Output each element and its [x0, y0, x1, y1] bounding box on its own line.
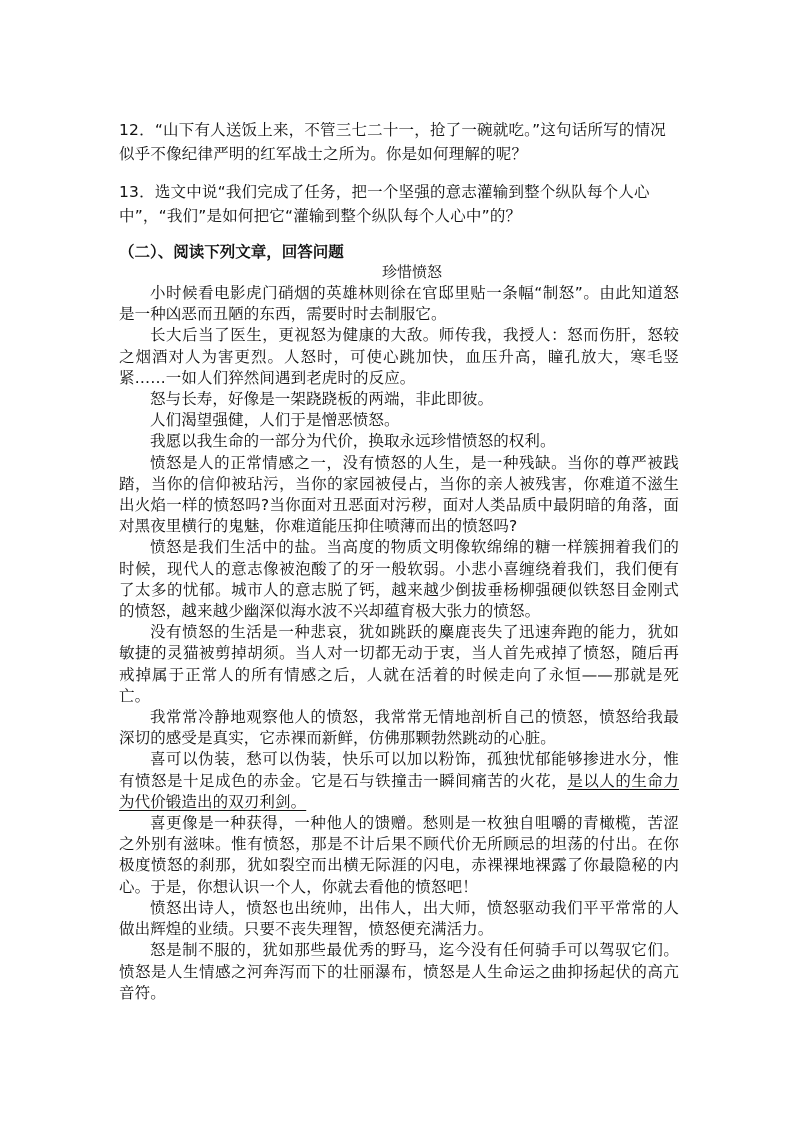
article-paragraph: 我常常冷静地观察他人的愤怒，我常常无情地剖析自己的愤怒，愤怒给我最深切的感受是真实，它赤裸而新鲜，仿佛那颗勃然跳动的心脏。 [119, 708, 679, 748]
question-12: 12．“山下有人送饭上来，不管三七二十一，抢了一碗就吃。”这句话所写的情况似乎不像纪律严明的红军战士之所为。你是如何理解的呢？ [119, 121, 666, 163]
article-paragraph: 愤怒出诗人，愤怒也出统帅，出伟人，出大师，愤怒驱动我们平平常常的人做出辉煌的业绩。只要不丧失理智，愤怒便充满活力。 [119, 898, 679, 939]
paragraph-text: 喜可以伪装，愁可以伪装，快乐可以加以粉饰，孤独忧郁能够掺进水分，惟有愤怒是十足成色的赤金。它是石与铁撞击一瞬间痛苦的火花， [119, 750, 679, 790]
article-paragraph: 我愿以我生命的一部分为代价，换取永远珍惜愤怒的权利。 [150, 432, 556, 451]
underlined-sentence: 是以人的生命力为代价锻造出的双刃利剑。 [119, 771, 679, 811]
article-paragraph: 没有愤怒的生活是一种悲哀，犹如跳跃的麋鹿丧失了迅速奔跑的能力，犹如敏捷的灵猫被剪掉胡须。当人对一切都无动于衷，当人首先戒掉了愤怒，随后再戒掉属于正常人的所有情感之后，人就在活着的时候走向了永恒——那就是死亡。 [119, 623, 679, 705]
article-body [119, 283, 679, 1004]
article-paragraph: 长大后当了医生，更视怒为健康的大敌。师传我，我授人：怒而伤肝，怒较之烟酒对人为害更烈。人怒时，可使心跳加快，血压升高，瞳孔放大，寒毛竖紧……一如人们猝然间遇到老虎时的反应。 [119, 326, 679, 387]
article-paragraph: 小时候看电影虎门硝烟的英雄林则徐在官邸里贴一条幅“制怒”。由此知道怒是一种凶恶而丑陋的东西，需要时时去制服它。 [119, 284, 679, 324]
section-heading: （二）、阅读下列文章，回答问题 [119, 243, 344, 261]
article-paragraph: 愤怒是人的正常情感之一，没有愤怒的人生，是一种残缺。当你的尊严被践踏，当你的信仰被玷污，当你的家园被侵占，当你的亲人被残害，你难道不滋生出火焰一样的愤怒吗?当你面对丑恶面对污秽，面对人类品质中最阴暗的角落，面对黑夜里横行的鬼魅，你难道能压抑住喷薄而出的愤怒吗? [119, 453, 679, 536]
article-paragraph [119, 749, 679, 813]
article-paragraph: 人们渴望强健，人们于是憎恶愤怒。 [150, 411, 400, 430]
article-paragraph: 愤怒是我们生活中的盐。当高度的物质文明像软绵绵的糖一样簇拥着我们的时候，现代人的意志像被泡酸了的牙一般软弱。小悲小喜缠绕着我们，我们便有了太多的忧郁。城市人的意志脱了钙，越来越少倒拔垂杨柳强硬似铁怒目金刚式的愤怒，越来越少幽深似海水波不兴却蕴育极大张力的愤怒。 [119, 538, 679, 621]
article-title: 珍惜愤怒 [381, 263, 442, 281]
article-paragraph: 怒是制不服的，犹如那些最优秀的野马，迄今没有任何骑手可以驾驭它们。愤怒是人生情感之河奔泻而下的壮丽瀑布，愤怒是人生命运之曲抑扬起伏的高亢音符。 [119, 941, 679, 1002]
article-paragraph: 喜更像是一种获得，一种他人的馈赠。愁则是一枚独自咀嚼的青橄榄，苦涩之外别有滋味。惟有愤怒，那是不计后果不顾代价无所顾忌的坦荡的付出。在你极度愤怒的刹那，犹如裂空而出横无际涯的闪电，赤裸裸地裸露了你最隐秘的内心。于是，你想认识一个人，你就去看他的愤怒吧！ [119, 814, 679, 896]
question-13: 13．选文中说“我们完成了任务，把一个坚强的意志灌输到整个纵队每个人心中”，“我们”是如何把它“灌输到整个纵队每个人心中”的？ [119, 183, 650, 225]
article-paragraph: 怒与长寿，好像是一架跷跷板的两端，非此即彼。 [150, 390, 494, 409]
